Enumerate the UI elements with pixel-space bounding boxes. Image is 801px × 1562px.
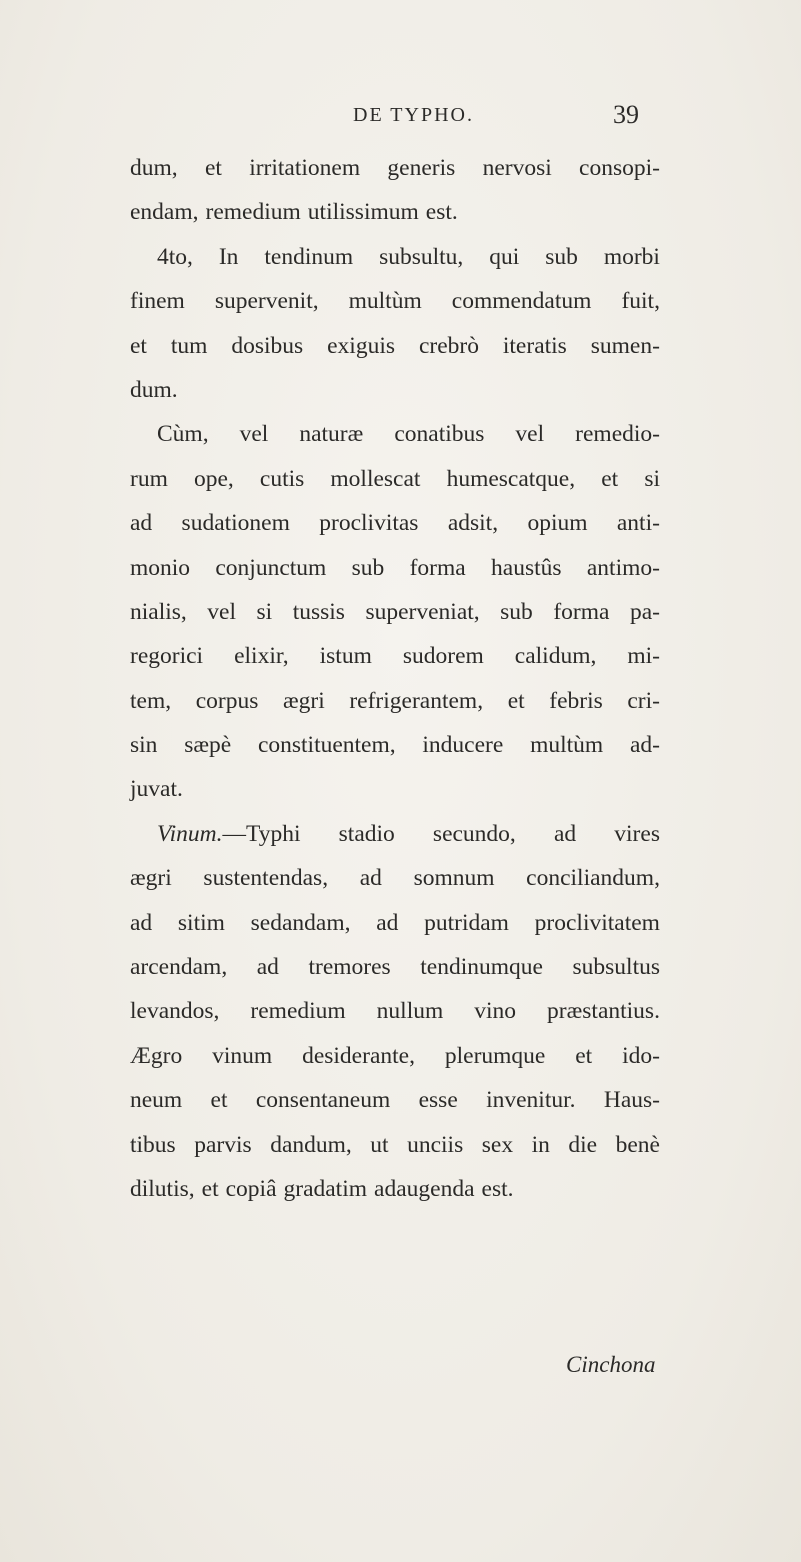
word: et — [575, 1042, 593, 1069]
text-line — [130, 235, 660, 279]
word: sedandam, — [250, 909, 351, 936]
word: rum — [130, 465, 168, 492]
word: in — [531, 1131, 550, 1158]
word: ad — [376, 909, 399, 936]
word: nullum — [376, 998, 444, 1025]
word: benè — [615, 1131, 660, 1158]
word: dum. — [130, 376, 178, 403]
word: unciis — [407, 1131, 464, 1158]
word: mi- — [627, 643, 660, 670]
text-line — [130, 723, 660, 767]
word: pa- — [629, 598, 660, 625]
text-line — [130, 634, 660, 678]
word: est. — [481, 1175, 514, 1202]
word: iteratis — [502, 332, 567, 359]
word: irritationem — [249, 155, 361, 181]
word: dosibus — [231, 332, 304, 359]
text-line — [130, 1167, 660, 1211]
text-line — [130, 146, 660, 190]
word: ad — [359, 865, 382, 892]
word: conciliandum, — [526, 865, 660, 892]
word: conatibus — [394, 421, 485, 448]
word: stadio — [338, 820, 395, 847]
word: tem, — [130, 687, 172, 714]
word: antimo- — [586, 554, 660, 581]
word: tussis — [292, 598, 345, 625]
word: naturæ — [299, 421, 364, 448]
word: nervosi — [482, 155, 552, 181]
text-line — [130, 812, 660, 856]
text-line — [130, 279, 660, 323]
word: mollescat — [330, 465, 421, 492]
word: febris — [549, 687, 603, 714]
word: remedio- — [575, 421, 660, 448]
word: proclivitas — [319, 510, 419, 537]
word: haustûs — [491, 554, 562, 581]
word: sustentendas, — [203, 865, 329, 892]
word: plerumque — [444, 1042, 546, 1069]
word: tremores — [308, 954, 391, 981]
word: adaugenda — [374, 1175, 475, 1202]
word: sæpè — [184, 732, 232, 759]
word: et — [210, 1087, 228, 1114]
word: fuit, — [621, 288, 660, 315]
text-line — [130, 546, 660, 590]
word: ad — [256, 954, 279, 981]
word: 4to, — [157, 243, 193, 270]
word: finem — [130, 288, 185, 315]
word: sex — [481, 1131, 514, 1158]
word: istum — [319, 643, 372, 670]
word: invenitur. — [486, 1087, 576, 1114]
word: forma — [409, 554, 466, 581]
word: cutis — [259, 465, 305, 492]
word: et — [507, 687, 525, 714]
word: vires — [614, 820, 660, 847]
text-line — [130, 457, 660, 501]
text-line — [130, 324, 660, 368]
word: Cùm, — [157, 421, 209, 448]
page-header — [0, 100, 801, 140]
word: exiguis — [327, 332, 396, 359]
word: dandum, — [270, 1131, 352, 1158]
word: vel — [207, 598, 237, 625]
word: tendinumque — [420, 954, 543, 981]
word: tibus — [130, 1131, 176, 1158]
text-line — [130, 1123, 660, 1167]
word: præstantius. — [547, 998, 660, 1025]
page-number: 39 — [613, 100, 639, 129]
word: ope, — [193, 465, 234, 492]
text-line — [130, 1078, 660, 1122]
word: sin — [130, 732, 158, 759]
word: vino — [474, 998, 517, 1025]
word: secundo, — [432, 820, 516, 847]
word: dum, — [130, 155, 178, 181]
word: et — [201, 1175, 219, 1202]
text-line — [130, 856, 660, 900]
text-line — [130, 989, 660, 1033]
word: endam, — [130, 199, 199, 226]
word: inducere — [422, 732, 504, 759]
word: utilissimum — [307, 199, 419, 226]
word: tendinum — [264, 243, 354, 270]
text-line — [130, 412, 660, 456]
word: qui — [489, 243, 520, 270]
body-text — [130, 146, 660, 1211]
word: Ægro — [130, 1042, 183, 1069]
word: ad — [130, 909, 153, 936]
word: juvat. — [130, 776, 183, 803]
word: ut — [370, 1131, 389, 1158]
text-line — [130, 190, 660, 234]
word: remedium — [250, 998, 346, 1025]
word: anti- — [616, 510, 660, 537]
word: ad — [553, 820, 577, 847]
text-line — [130, 501, 660, 545]
word: morbi — [603, 243, 660, 270]
word: crebrò — [418, 332, 479, 359]
word: Vinum.—Typhi — [157, 820, 301, 847]
word: ægri — [130, 865, 172, 892]
text-line — [130, 590, 660, 634]
word: multùm — [530, 732, 604, 759]
word: corpus — [195, 687, 259, 714]
word: subsultu, — [379, 243, 464, 270]
word: tum — [170, 332, 208, 359]
word: ad — [130, 510, 153, 537]
word: arcendam, — [130, 954, 228, 981]
word: dilutis, — [130, 1175, 195, 1202]
word: adsit, — [447, 510, 499, 537]
word: vel — [239, 421, 269, 448]
word: sub — [351, 554, 385, 581]
catchword: Cinchona — [566, 1352, 656, 1377]
text-line — [130, 945, 660, 989]
word: consopi- — [579, 155, 660, 181]
word: constituentem, — [257, 732, 396, 759]
word: Haus- — [603, 1087, 660, 1114]
text-line — [130, 767, 660, 811]
word: ægri — [282, 687, 325, 714]
word: refrigerantem, — [349, 687, 484, 714]
word: levandos, — [130, 998, 220, 1025]
word: supervenit, — [214, 288, 319, 315]
text-line — [130, 679, 660, 723]
word: elixir, — [234, 643, 289, 670]
word: vinum — [212, 1042, 273, 1069]
word: sumen- — [590, 332, 660, 359]
word: multùm — [348, 288, 422, 315]
word: putridam — [424, 909, 509, 936]
text-line — [130, 368, 660, 412]
word: opium — [527, 510, 588, 537]
word: monio — [130, 554, 191, 581]
word: sitim — [177, 909, 225, 936]
word: cri- — [627, 687, 660, 714]
word: et — [204, 155, 222, 181]
word: gradatim — [283, 1175, 368, 1202]
word: parvis — [194, 1131, 252, 1158]
word: somnum — [413, 865, 495, 892]
word: die — [568, 1131, 598, 1158]
word: sub — [500, 598, 533, 625]
word: est. — [425, 199, 458, 226]
word: desiderante, — [302, 1042, 415, 1069]
text-line — [130, 1034, 660, 1078]
word: forma — [553, 598, 610, 625]
word: nialis, — [130, 598, 187, 625]
word: et — [130, 332, 147, 359]
word: generis — [387, 155, 456, 181]
word: superveniat, — [365, 598, 480, 625]
word: ido- — [622, 1042, 660, 1069]
word: esse — [418, 1087, 458, 1114]
word: vel — [515, 421, 545, 448]
word: commendatum — [451, 288, 592, 315]
word: et — [601, 465, 619, 492]
word: remedium — [205, 199, 301, 226]
word: conjunctum — [215, 554, 327, 581]
word: si — [644, 465, 660, 492]
text-line — [130, 901, 660, 945]
running-head: DE TYPHO. — [353, 104, 474, 126]
word: sub — [545, 243, 578, 270]
word: sudationem — [181, 510, 290, 537]
word: humescatque, — [446, 465, 576, 492]
word: sudorem — [402, 643, 484, 670]
word: copiâ — [225, 1175, 277, 1202]
word: consentaneum — [255, 1087, 391, 1114]
word: regorici — [130, 643, 204, 670]
word: calidum, — [514, 643, 597, 670]
word: si — [256, 598, 273, 625]
word: proclivitatem — [534, 909, 660, 936]
word: neum — [130, 1087, 183, 1114]
word: subsultus — [572, 954, 660, 981]
word: ad- — [629, 732, 660, 759]
word: In — [218, 243, 239, 270]
